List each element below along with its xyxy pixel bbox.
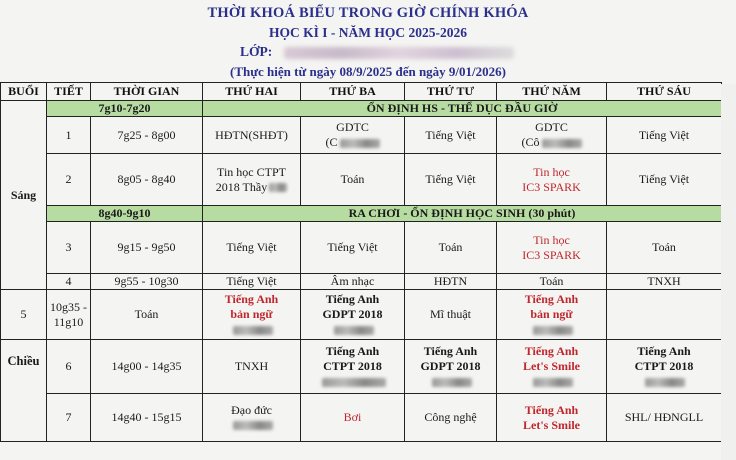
time-cell: 10g35 - 11g10 [47, 290, 91, 340]
table-row [1, 394, 722, 442]
friday-cell: SHL/ HĐNGLL [607, 394, 722, 442]
redacted-teacher [322, 378, 386, 387]
wednesday-cell: Tiếng Việt [405, 117, 497, 154]
time-cell: 7g25 - 8g00 [91, 117, 203, 154]
col-header-period: TIẾT [47, 83, 91, 101]
thursday-cell: Tin học IC3 SPARK [497, 222, 607, 274]
tuesday-cell: Tiếng Anh bản ngữ [203, 290, 301, 340]
class-line: LỚP: [240, 44, 514, 60]
time-cell: 9g15 - 9g50 [91, 222, 203, 274]
redacted-teacher [533, 326, 573, 335]
period-number: 1 [47, 117, 91, 154]
col-header-friday: THỨ SÁU [607, 83, 722, 101]
thursday-cell: Mĩ thuật [405, 290, 497, 340]
friday-cell: Tiếng Anh bản ngữ [497, 290, 607, 340]
monday-cell: Tiếng Việt [203, 274, 301, 290]
redacted-teacher [432, 378, 472, 387]
schedule-header [0, 0, 736, 84]
tuesday-cell: GDTC (C [301, 117, 405, 154]
class-label: LỚP [240, 44, 268, 59]
redacted-teacher [233, 421, 273, 430]
monday-cell: Đạo đức [203, 394, 301, 442]
table-row [1, 274, 722, 290]
redacted-teacher [269, 183, 287, 192]
col-header-tuesday: THỨ BA [301, 83, 405, 101]
friday-cell: Tiếng Việt [607, 117, 722, 154]
thursday-cell: Tiếng Anh Let's Smile [497, 394, 607, 442]
wednesday-cell: Toán [405, 222, 497, 274]
table-row [1, 117, 722, 154]
header-row [1, 83, 722, 101]
redacted-class-name [284, 47, 514, 59]
col-header-thursday: THỨ NĂM [497, 83, 607, 101]
band-morning-start [1, 101, 722, 117]
wednesday-cell: Tiếng Anh GDPT 2018 [301, 290, 405, 340]
col-header-monday: THỨ HAI [203, 83, 301, 101]
semester-subtitle: HỌC KÌ I - NĂM HỌC 2025-2026 [269, 25, 467, 40]
friday-cell: Tiếng Việt [607, 154, 722, 206]
band-break [1, 206, 722, 222]
time-cell: 9g55 - 10g30 [91, 274, 203, 290]
thursday-cell: Toán [497, 274, 607, 290]
table-row [1, 290, 722, 340]
tuesday-cell: Tiếng Anh CTPT 2018 [301, 340, 405, 394]
tuesday-cell: Bơi [301, 394, 405, 442]
redacted-teacher [542, 139, 582, 148]
wednesday-cell: Công nghệ [405, 394, 497, 442]
band-time: 7g10-7g20 [47, 101, 203, 117]
page-title: THỜI KHOÁ BIỂU TRONG GIỜ CHÍNH KHÓA [207, 5, 529, 21]
thursday-cell: Tin học IC3 SPARK [497, 154, 607, 206]
monday-cell: Tin học CTPT 2018 Thầy [203, 154, 301, 206]
margin-strip [721, 84, 736, 460]
friday-cell: Toán [607, 222, 722, 274]
time-cell: 8g05 - 8g40 [91, 154, 203, 206]
timetable [0, 82, 722, 442]
friday-cell: TNXH [607, 274, 722, 290]
friday-cell: Tiếng Anh CTPT 2018 [607, 340, 722, 394]
tuesday-cell: Toán [301, 154, 405, 206]
redacted-teacher [645, 378, 685, 387]
redacted-teacher [233, 326, 273, 335]
wednesday-cell: Tiếng Việt [405, 154, 497, 206]
col-header-wednesday: THỨ TƯ [405, 83, 497, 101]
thursday-cell: Tiếng Anh Let's Smile [497, 340, 607, 394]
wednesday-cell: Tiếng Anh GDPT 2018 [405, 340, 497, 394]
period-number: 5 [1, 290, 47, 340]
monday-cell: HĐTN(SHĐT) [203, 117, 301, 154]
session-morning: Sáng [1, 101, 47, 290]
period-note: (Thực hiện từ ngày 08/9/2025 đến ngày 9/01/2026) [230, 64, 506, 79]
time-cell: 14g40 - 15g15 [91, 394, 203, 442]
wednesday-cell: HĐTN [405, 274, 497, 290]
monday-cell: Tiếng Việt [203, 222, 301, 274]
table-row [1, 340, 722, 394]
redacted-teacher [334, 326, 374, 335]
thursday-cell: GDTC (Cô [497, 117, 607, 154]
period-number: 2 [47, 154, 91, 206]
session-afternoon: Chiều [1, 340, 47, 442]
period-number: 6 [47, 340, 91, 394]
period-number: 4 [47, 274, 91, 290]
col-header-time: THỜI GIAN [91, 83, 203, 101]
table-row [1, 222, 722, 274]
redacted-teacher [533, 378, 573, 387]
band-time: 8g40-9g10 [47, 206, 203, 222]
period-number: 3 [47, 222, 91, 274]
monday-cell: Toán [91, 290, 203, 340]
monday-cell: TNXH [203, 340, 301, 394]
period-number: 7 [47, 394, 91, 442]
tuesday-cell: Tiếng Việt [301, 222, 405, 274]
band-text: ỔN ĐỊNH HS - THỂ DỤC ĐẦU GIỜ [203, 101, 722, 117]
time-cell: 14g00 - 14g35 [91, 340, 203, 394]
redacted-teacher [340, 139, 380, 148]
col-header-session: BUỔI [1, 83, 47, 101]
band-text: RA CHƠI - ỔN ĐỊNH HỌC SINH (30 phút) [203, 206, 722, 222]
table-row [1, 154, 722, 206]
tuesday-cell: Âm nhạc [301, 274, 405, 290]
